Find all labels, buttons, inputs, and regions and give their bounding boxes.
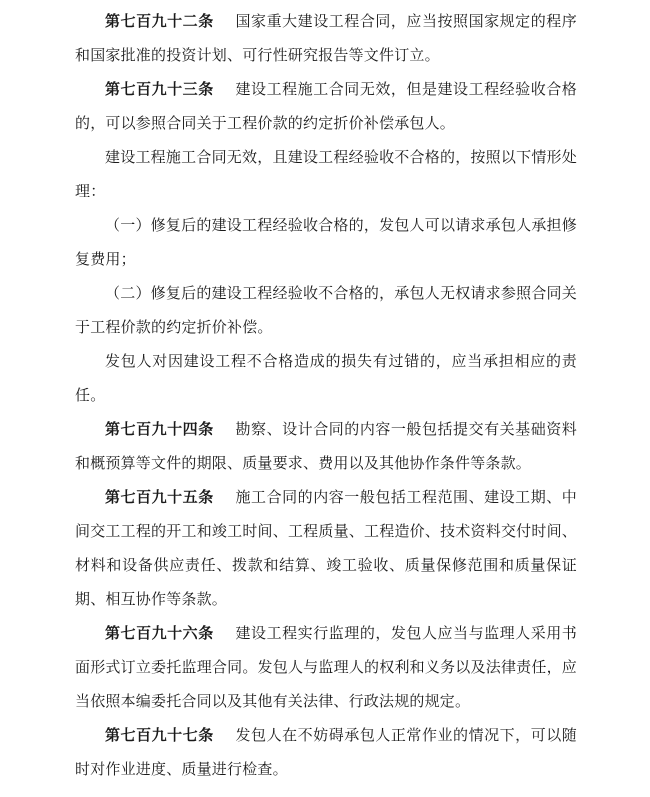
law-article-paragraph — [75, 481, 577, 617]
article-number: 第七百九十六条 — [105, 626, 214, 642]
article-number: 第七百九十五条 — [105, 490, 214, 506]
article-text: 施工合同的内容一般包括工程范围、建设工期、中间交工工程的开工和竣工时间、工程质量、工程造价、技术资料交付时间、材料和设备供应责任、拨款和结算、竣工验收、质量保修范围和质量保证期、相互协作等条款。 — [75, 490, 577, 608]
article-text: 国家重大建设工程合同，应当按照国家规定的程序和国家批准的投资计划、可行性研究报告等文件订立。 — [75, 14, 577, 64]
article-number: 第七百九十三条 — [105, 82, 214, 98]
law-article-paragraph — [75, 345, 577, 413]
law-article-paragraph — [75, 277, 577, 345]
law-article-paragraph — [75, 141, 577, 209]
article-text: 建设工程施工合同无效，但是建设工程经验收合格的，可以参照合同关于工程价款的约定折价补偿承包人。 — [75, 82, 577, 132]
article-number: 第七百九十四条 — [105, 422, 214, 438]
article-text: 建设工程实行监理的，发包人应当与监理人采用书面形式订立委托监理合同。发包人与监理人的权利和义务以及法律责任，应当依照本编委托合同以及其他有关法律、行政法规的规定。 — [75, 626, 577, 710]
article-text: 建设工程施工合同无效，且建设工程经验收不合格的，按照以下情形处理： — [75, 150, 577, 200]
article-text: 发包人在不妨碍承包人正常作业的情况下，可以随时对作业进度、质量进行检查。 — [75, 728, 577, 778]
article-text: （二）修复后的建设工程经验收不合格的，承包人无权请求参照合同关于工程价款的约定折价补偿。 — [75, 286, 577, 336]
article-number: 第七百九十二条 — [105, 14, 214, 30]
law-article-paragraph — [75, 617, 577, 719]
law-article-paragraph — [75, 5, 577, 73]
law-article-paragraph — [75, 73, 577, 141]
article-text: 发包人对因建设工程不合格造成的损失有过错的，应当承担相应的责任。 — [75, 354, 577, 404]
legal-text — [75, 5, 577, 787]
article-text: （一）修复后的建设工程经验收合格的，发包人可以请求承包人承担修复费用； — [75, 218, 577, 268]
law-article-paragraph — [75, 209, 577, 277]
law-article-paragraph — [75, 719, 577, 787]
article-text: 勘察、设计合同的内容一般包括提交有关基础资料和概预算等文件的期限、质量要求、费用以及其他协作条件等条款。 — [75, 422, 577, 472]
law-article-paragraph — [75, 413, 577, 481]
article-number: 第七百九十七条 — [105, 728, 214, 744]
